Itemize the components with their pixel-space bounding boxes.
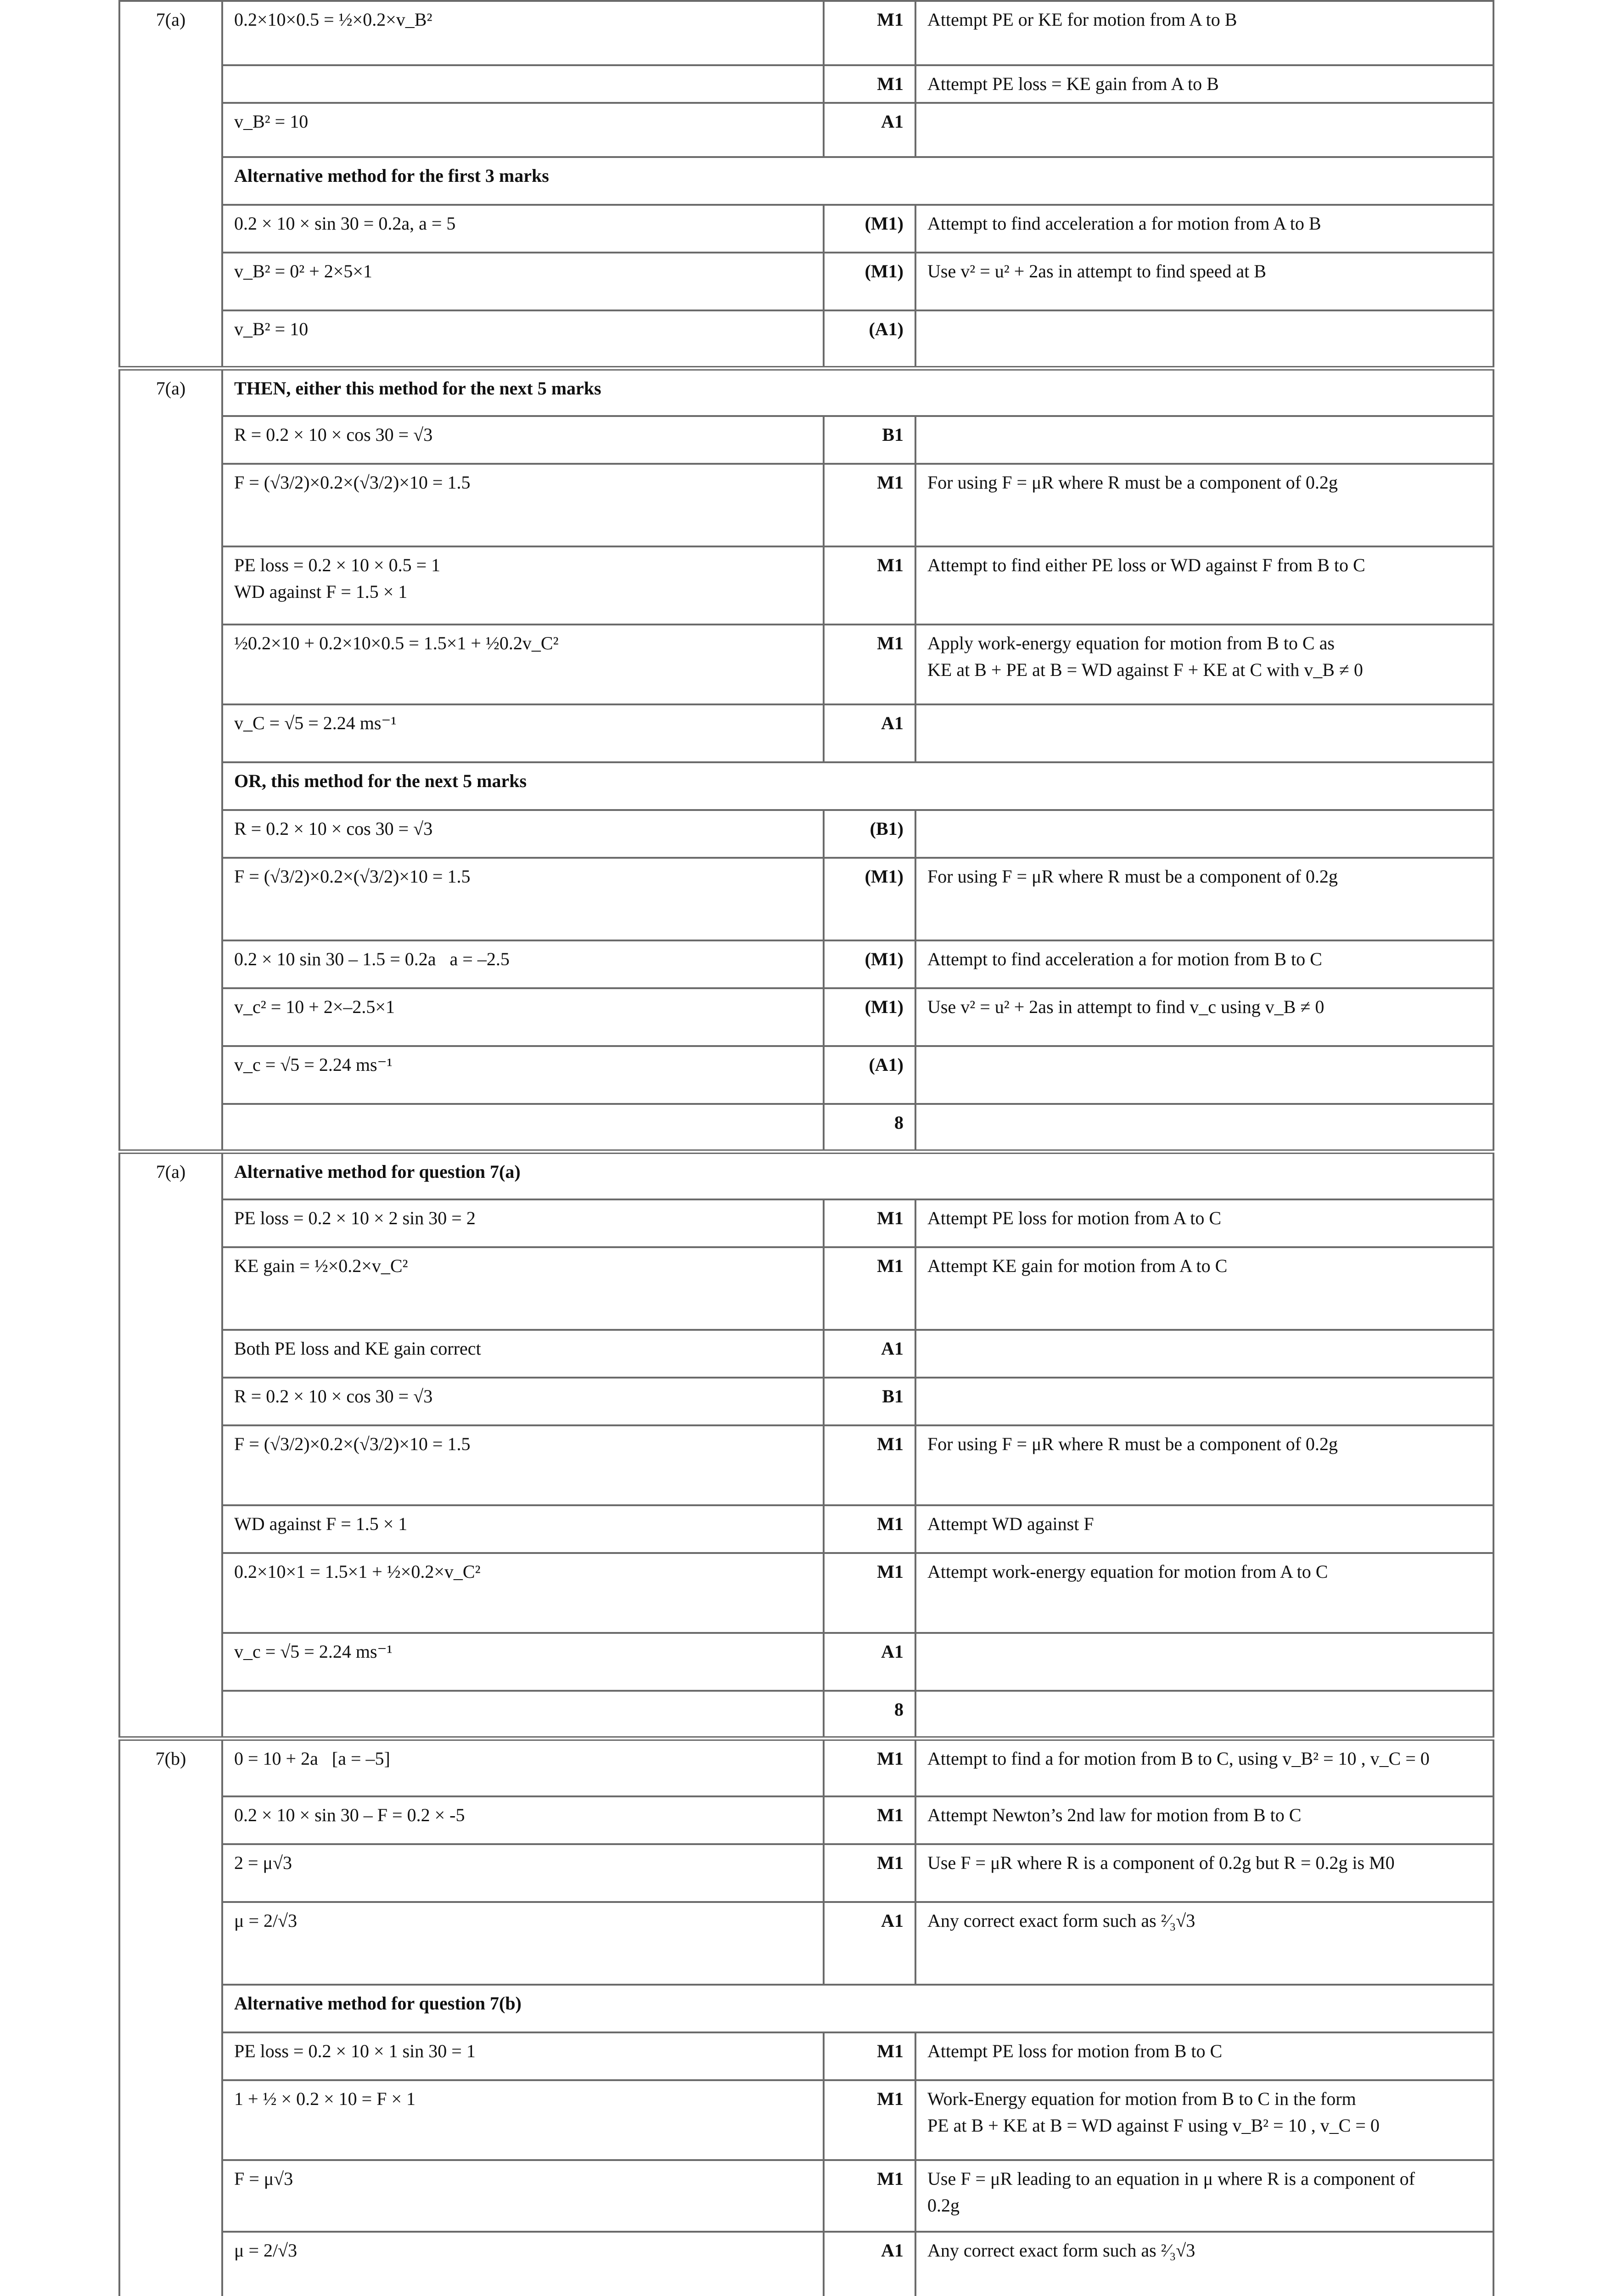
mark-cell: M1 xyxy=(824,1,915,65)
question-number: 7(a) xyxy=(119,368,222,1152)
method-header: Alternative method for question 7(a) xyxy=(222,1152,1493,1199)
guidance-cell: For using F = μR where R must be a component of 0.2g xyxy=(915,464,1493,546)
mark-cell: (M1) xyxy=(824,988,915,1046)
working-cell xyxy=(222,1104,824,1152)
mark-cell: A1 xyxy=(824,103,915,157)
method-header: Alternative method for the first 3 marks xyxy=(222,157,1493,205)
mark-row xyxy=(119,205,1493,253)
working-cell: 0.2×10×0.5 = ½×0.2×v_B² xyxy=(222,1,824,65)
working-cell: μ = 2/√3 xyxy=(222,1902,824,1985)
guidance-cell: Use v² = u² + 2as in attempt to find speed at B xyxy=(915,253,1493,310)
guidance-cell: Attempt WD against F xyxy=(915,1505,1493,1553)
method-header-row xyxy=(119,1152,1493,1199)
mark-scheme xyxy=(118,0,1493,2296)
mark-row xyxy=(119,2160,1493,2232)
mark-row xyxy=(119,310,1493,368)
mark-cell: M1 xyxy=(824,1199,915,1247)
working-cell: F = (√3/2)×0.2×(√3/2)×10 = 1.5 xyxy=(222,858,824,940)
mark-cell: (B1) xyxy=(824,810,915,858)
mark-row xyxy=(119,253,1493,310)
working-cell: v_B² = 10 xyxy=(222,103,824,157)
working-cell: v_B² = 0² + 2×5×1 xyxy=(222,253,824,310)
working-cell: v_B² = 10 xyxy=(222,310,824,368)
mark-cell: M1 xyxy=(824,625,915,704)
mark-cell: B1 xyxy=(824,1378,915,1425)
working-cell: F = (√3/2)×0.2×(√3/2)×10 = 1.5 xyxy=(222,1425,824,1505)
guidance-cell xyxy=(915,103,1493,157)
mark-cell: M1 xyxy=(824,1844,915,1902)
working-cell: PE loss = 0.2 × 10 × 0.5 = 1 WD against F = 1.5 × 1 xyxy=(222,546,824,625)
method-header-row xyxy=(119,1985,1493,2032)
mark-cell: A1 xyxy=(824,1633,915,1691)
working-cell: Both PE loss and KE gain correct xyxy=(222,1330,824,1378)
mark-row xyxy=(119,416,1493,464)
method-header: Alternative method for question 7(b) xyxy=(222,1985,1493,2032)
method-header: OR, this method for the next 5 marks xyxy=(222,762,1493,810)
guidance-cell: Attempt work-energy equation for motion from A to C xyxy=(915,1553,1493,1633)
working-cell: 0.2 × 10 × sin 30 – F = 0.2 × -5 xyxy=(222,1796,824,1844)
guidance-cell: Attempt PE or KE for motion from A to B xyxy=(915,1,1493,65)
guidance-cell: Use v² = u² + 2as in attempt to find v_c using v_B ≠ 0 xyxy=(915,988,1493,1046)
mark-row xyxy=(119,625,1493,704)
working-cell: 1 + ½ × 0.2 × 10 = F × 1 xyxy=(222,2080,824,2160)
guidance-cell: Attempt PE loss for motion from B to C xyxy=(915,2032,1493,2080)
mark-cell: A1 xyxy=(824,1330,915,1378)
guidance-cell: Attempt KE gain for motion from A to C xyxy=(915,1247,1493,1330)
guidance-cell: Attempt to find acceleration a for motion from A to B xyxy=(915,205,1493,253)
question-number: 7(a) xyxy=(119,1,222,368)
mark-row xyxy=(119,1691,1493,1739)
mark-scheme-table xyxy=(118,0,1494,2296)
mark-cell: M1 xyxy=(824,2080,915,2160)
mark-cell: A1 xyxy=(824,1902,915,1985)
mark-row xyxy=(119,1046,1493,1104)
mark-row xyxy=(119,988,1493,1046)
guidance-cell xyxy=(915,1104,1493,1152)
mark-row xyxy=(119,1553,1493,1633)
mark-row xyxy=(119,1247,1493,1330)
working-cell: WD against F = 1.5 × 1 xyxy=(222,1505,824,1553)
mark-row xyxy=(119,1633,1493,1691)
mark-row xyxy=(119,1739,1493,1796)
mark-row xyxy=(119,810,1493,858)
mark-cell: (M1) xyxy=(824,940,915,988)
working-cell: 0 = 10 + 2a [a = –5] xyxy=(222,1739,824,1796)
guidance-cell xyxy=(915,1633,1493,1691)
guidance-cell: For using F = μR where R must be a component of 0.2g xyxy=(915,858,1493,940)
guidance-cell: Attempt to find either PE loss or WD against F from B to C xyxy=(915,546,1493,625)
guidance-cell xyxy=(915,416,1493,464)
working-cell: 2 = μ√3 xyxy=(222,1844,824,1902)
mark-cell: A1 xyxy=(824,2232,915,2296)
mark-row xyxy=(119,858,1493,940)
guidance-cell xyxy=(915,1046,1493,1104)
mark-scheme-body xyxy=(119,1,1493,2296)
mark-cell: M1 xyxy=(824,464,915,546)
method-header-row xyxy=(119,762,1493,810)
guidance-cell: For using F = μR where R must be a component of 0.2g xyxy=(915,1425,1493,1505)
mark-row xyxy=(119,464,1493,546)
guidance-cell: Attempt to find acceleration a for motion from B to C xyxy=(915,940,1493,988)
mark-row xyxy=(119,1505,1493,1553)
mark-cell: 8 xyxy=(824,1104,915,1152)
guidance-cell xyxy=(915,1330,1493,1378)
mark-row xyxy=(119,1425,1493,1505)
mark-cell: M1 xyxy=(824,2160,915,2232)
mark-cell: (A1) xyxy=(824,1046,915,1104)
working-cell: F = μ√3 xyxy=(222,2160,824,2232)
working-cell: v_c = √5 = 2.24 ms⁻¹ xyxy=(222,1633,824,1691)
guidance-cell: Use F = μR leading to an equation in μ where R is a component of 0.2g xyxy=(915,2160,1493,2232)
working-cell: v_c = √5 = 2.24 ms⁻¹ xyxy=(222,1046,824,1104)
working-cell: v_C = √5 = 2.24 ms⁻¹ xyxy=(222,704,824,762)
mark-row xyxy=(119,2232,1493,2296)
mark-cell: M1 xyxy=(824,1247,915,1330)
mark-row xyxy=(119,1902,1493,1985)
method-header-row xyxy=(119,157,1493,205)
mark-row xyxy=(119,1330,1493,1378)
mark-cell: M1 xyxy=(824,1425,915,1505)
guidance-cell xyxy=(915,810,1493,858)
working-cell: μ = 2/√3 xyxy=(222,2232,824,2296)
method-header: THEN, either this method for the next 5 marks xyxy=(222,368,1493,416)
mark-row xyxy=(119,2032,1493,2080)
mark-row xyxy=(119,65,1493,103)
mark-row xyxy=(119,1199,1493,1247)
working-cell: R = 0.2 × 10 × cos 30 = √3 xyxy=(222,810,824,858)
working-cell xyxy=(222,1691,824,1739)
guidance-cell xyxy=(915,310,1493,368)
question-number: 7(b) xyxy=(119,1739,222,2296)
mark-row xyxy=(119,1104,1493,1152)
guidance-cell: Use F = μR where R is a component of 0.2g but R = 0.2g is M0 xyxy=(915,1844,1493,1902)
working-cell: v_c² = 10 + 2×–2.5×1 xyxy=(222,988,824,1046)
guidance-cell: Any correct exact form such as ²⁄₃√3 xyxy=(915,1902,1493,1985)
working-cell: 0.2×10×1 = 1.5×1 + ½×0.2×v_C² xyxy=(222,1553,824,1633)
mark-row xyxy=(119,1,1493,65)
mark-row xyxy=(119,704,1493,762)
working-cell: PE loss = 0.2 × 10 × 1 sin 30 = 1 xyxy=(222,2032,824,2080)
guidance-cell: Attempt PE loss = KE gain from A to B xyxy=(915,65,1493,103)
mark-cell: A1 xyxy=(824,704,915,762)
mark-cell: M1 xyxy=(824,1553,915,1633)
mark-row xyxy=(119,103,1493,157)
method-header-row xyxy=(119,368,1493,416)
guidance-cell: Apply work-energy equation for motion from B to C as KE at B + PE at B = WD against F + KE at C with v_B ≠ 0 xyxy=(915,625,1493,704)
mark-cell: 8 xyxy=(824,1691,915,1739)
working-cell: KE gain = ½×0.2×v_C² xyxy=(222,1247,824,1330)
mark-row xyxy=(119,1378,1493,1425)
mark-cell: M1 xyxy=(824,1505,915,1553)
mark-cell: (M1) xyxy=(824,858,915,940)
mark-cell: B1 xyxy=(824,416,915,464)
mark-row xyxy=(119,546,1493,625)
working-cell xyxy=(222,65,824,103)
working-cell: F = (√3/2)×0.2×(√3/2)×10 = 1.5 xyxy=(222,464,824,546)
guidance-cell: Attempt to find a for motion from B to C, using v_B² = 10 , v_C = 0 xyxy=(915,1739,1493,1796)
mark-cell: (A1) xyxy=(824,310,915,368)
guidance-cell: Any correct exact form such as ²⁄₃√3 xyxy=(915,2232,1493,2296)
mark-cell: M1 xyxy=(824,546,915,625)
guidance-cell xyxy=(915,1378,1493,1425)
mark-cell: (M1) xyxy=(824,205,915,253)
mark-row xyxy=(119,1844,1493,1902)
guidance-cell: Attempt Newton’s 2nd law for motion from B to C xyxy=(915,1796,1493,1844)
working-cell: PE loss = 0.2 × 10 × 2 sin 30 = 2 xyxy=(222,1199,824,1247)
mark-cell: M1 xyxy=(824,65,915,103)
guidance-cell xyxy=(915,704,1493,762)
guidance-cell: Work-Energy equation for motion from B to C in the form PE at B + KE at B = WD against F using v_B² = 10 , v_C = 0 xyxy=(915,2080,1493,2160)
mark-cell: M1 xyxy=(824,1796,915,1844)
mark-cell: M1 xyxy=(824,2032,915,2080)
guidance-cell xyxy=(915,1691,1493,1739)
guidance-cell: Attempt PE loss for motion from A to C xyxy=(915,1199,1493,1247)
question-number: 7(a) xyxy=(119,1152,222,1739)
mark-row xyxy=(119,1796,1493,1844)
working-cell: 0.2 × 10 × sin 30 = 0.2a, a = 5 xyxy=(222,205,824,253)
working-cell: R = 0.2 × 10 × cos 30 = √3 xyxy=(222,416,824,464)
working-cell: R = 0.2 × 10 × cos 30 = √3 xyxy=(222,1378,824,1425)
working-cell: 0.2 × 10 sin 30 – 1.5 = 0.2a a = –2.5 xyxy=(222,940,824,988)
mark-cell: (M1) xyxy=(824,253,915,310)
mark-row xyxy=(119,940,1493,988)
mark-row xyxy=(119,2080,1493,2160)
working-cell: ½0.2×10 + 0.2×10×0.5 = 1.5×1 + ½0.2v_C² xyxy=(222,625,824,704)
mark-cell: M1 xyxy=(824,1739,915,1796)
